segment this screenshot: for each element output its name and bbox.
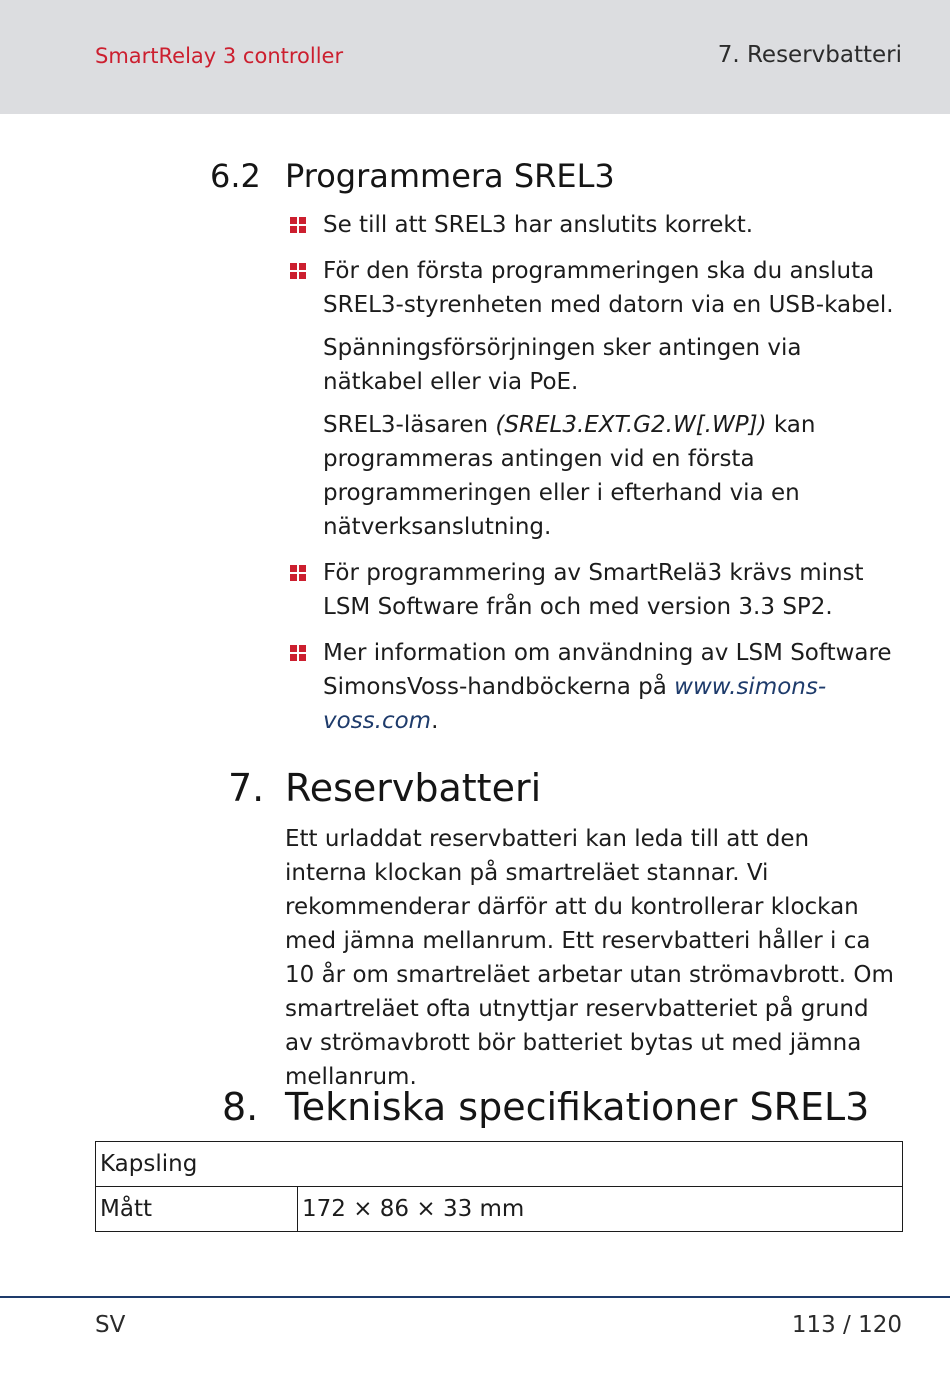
reader-suffix: kan programmeras antingen vid en första programmeringen eller i efterhand via en nätverksanslutning.: [323, 412, 816, 540]
header-chapter-title: 7. Reservbatteri: [717, 42, 902, 68]
red-square-bullet-icon: [290, 217, 306, 233]
spec-table: [95, 1141, 903, 1232]
footer-page-number: 113 / 120: [791, 1312, 902, 1338]
reader-prefix: SREL3-läsaren: [323, 412, 489, 438]
red-square-bullet-icon: [290, 263, 306, 279]
table-row: [96, 1142, 903, 1187]
list-item: [288, 254, 908, 322]
section-7-body: Ett urladdat reservbatteri kan leda till att den interna klockan på smartreläet stannar. Vi rekommenderar därför att du kontrollerar klockan med jämna mellanrum. Ett reservbatteri håller i ca 10 år om smartreläet arbetar utan strömavbrott. Om smartreläet ofta utnyttjar reservbatteriet på grund av strömavbrott bör batteriet bytas ut med jämna mellanrum.: [285, 826, 894, 1090]
header-product-name: SmartRelay 3 controller: [95, 44, 344, 68]
red-square-bullet-icon: [290, 645, 306, 661]
table-row: [96, 1187, 903, 1232]
section-8-title: Tekniska specifikationer SREL3: [285, 1085, 870, 1129]
reader-paragraph: [288, 408, 908, 544]
list-item: [288, 636, 908, 738]
section-6-2-bullet-list: [288, 208, 908, 750]
list-item: [288, 556, 908, 624]
list-item: [288, 208, 908, 242]
table-cell-label: Mått: [96, 1187, 298, 1232]
bullet-text: Mer information om användning av LSM Software SimonsVoss-handböckerna på: [323, 640, 892, 700]
link-tail-punctuation: .: [431, 708, 439, 734]
section-7-title: Reservbatteri: [285, 766, 542, 810]
bullet-text: Se till att SREL3 har anslutits korrekt.: [323, 212, 754, 238]
section-7-number: 7.: [228, 766, 265, 810]
section-6-2-title: Programmera SREL3: [285, 157, 615, 195]
section-8-number: 8.: [222, 1085, 259, 1129]
simonsvoss-website-link[interactable]: www.simons-voss.com: [323, 674, 827, 734]
red-square-bullet-icon: [290, 565, 306, 581]
table-group-header: Kapsling: [96, 1142, 903, 1187]
footer-language: SV: [95, 1312, 126, 1338]
footer-divider: [0, 1296, 950, 1298]
reader-model-code: (SREL3.EXT.G2.W[.WP]): [495, 412, 767, 438]
table-cell-value: 172 × 86 × 33 mm: [298, 1187, 903, 1232]
bullet-text: För programmering av SmartRelä3 krävs minst LSM Software från och med version 3.3 SP2.: [323, 560, 864, 620]
power-supply-paragraph: Spänningsförsörjningen sker antingen via nätkabel eller via PoE.: [323, 335, 802, 395]
section-6-2-number: 6.2: [210, 157, 261, 195]
bullet-text: För den första programmeringen ska du ansluta SREL3-styrenheten med datorn via en USB-kabel.: [323, 258, 894, 318]
